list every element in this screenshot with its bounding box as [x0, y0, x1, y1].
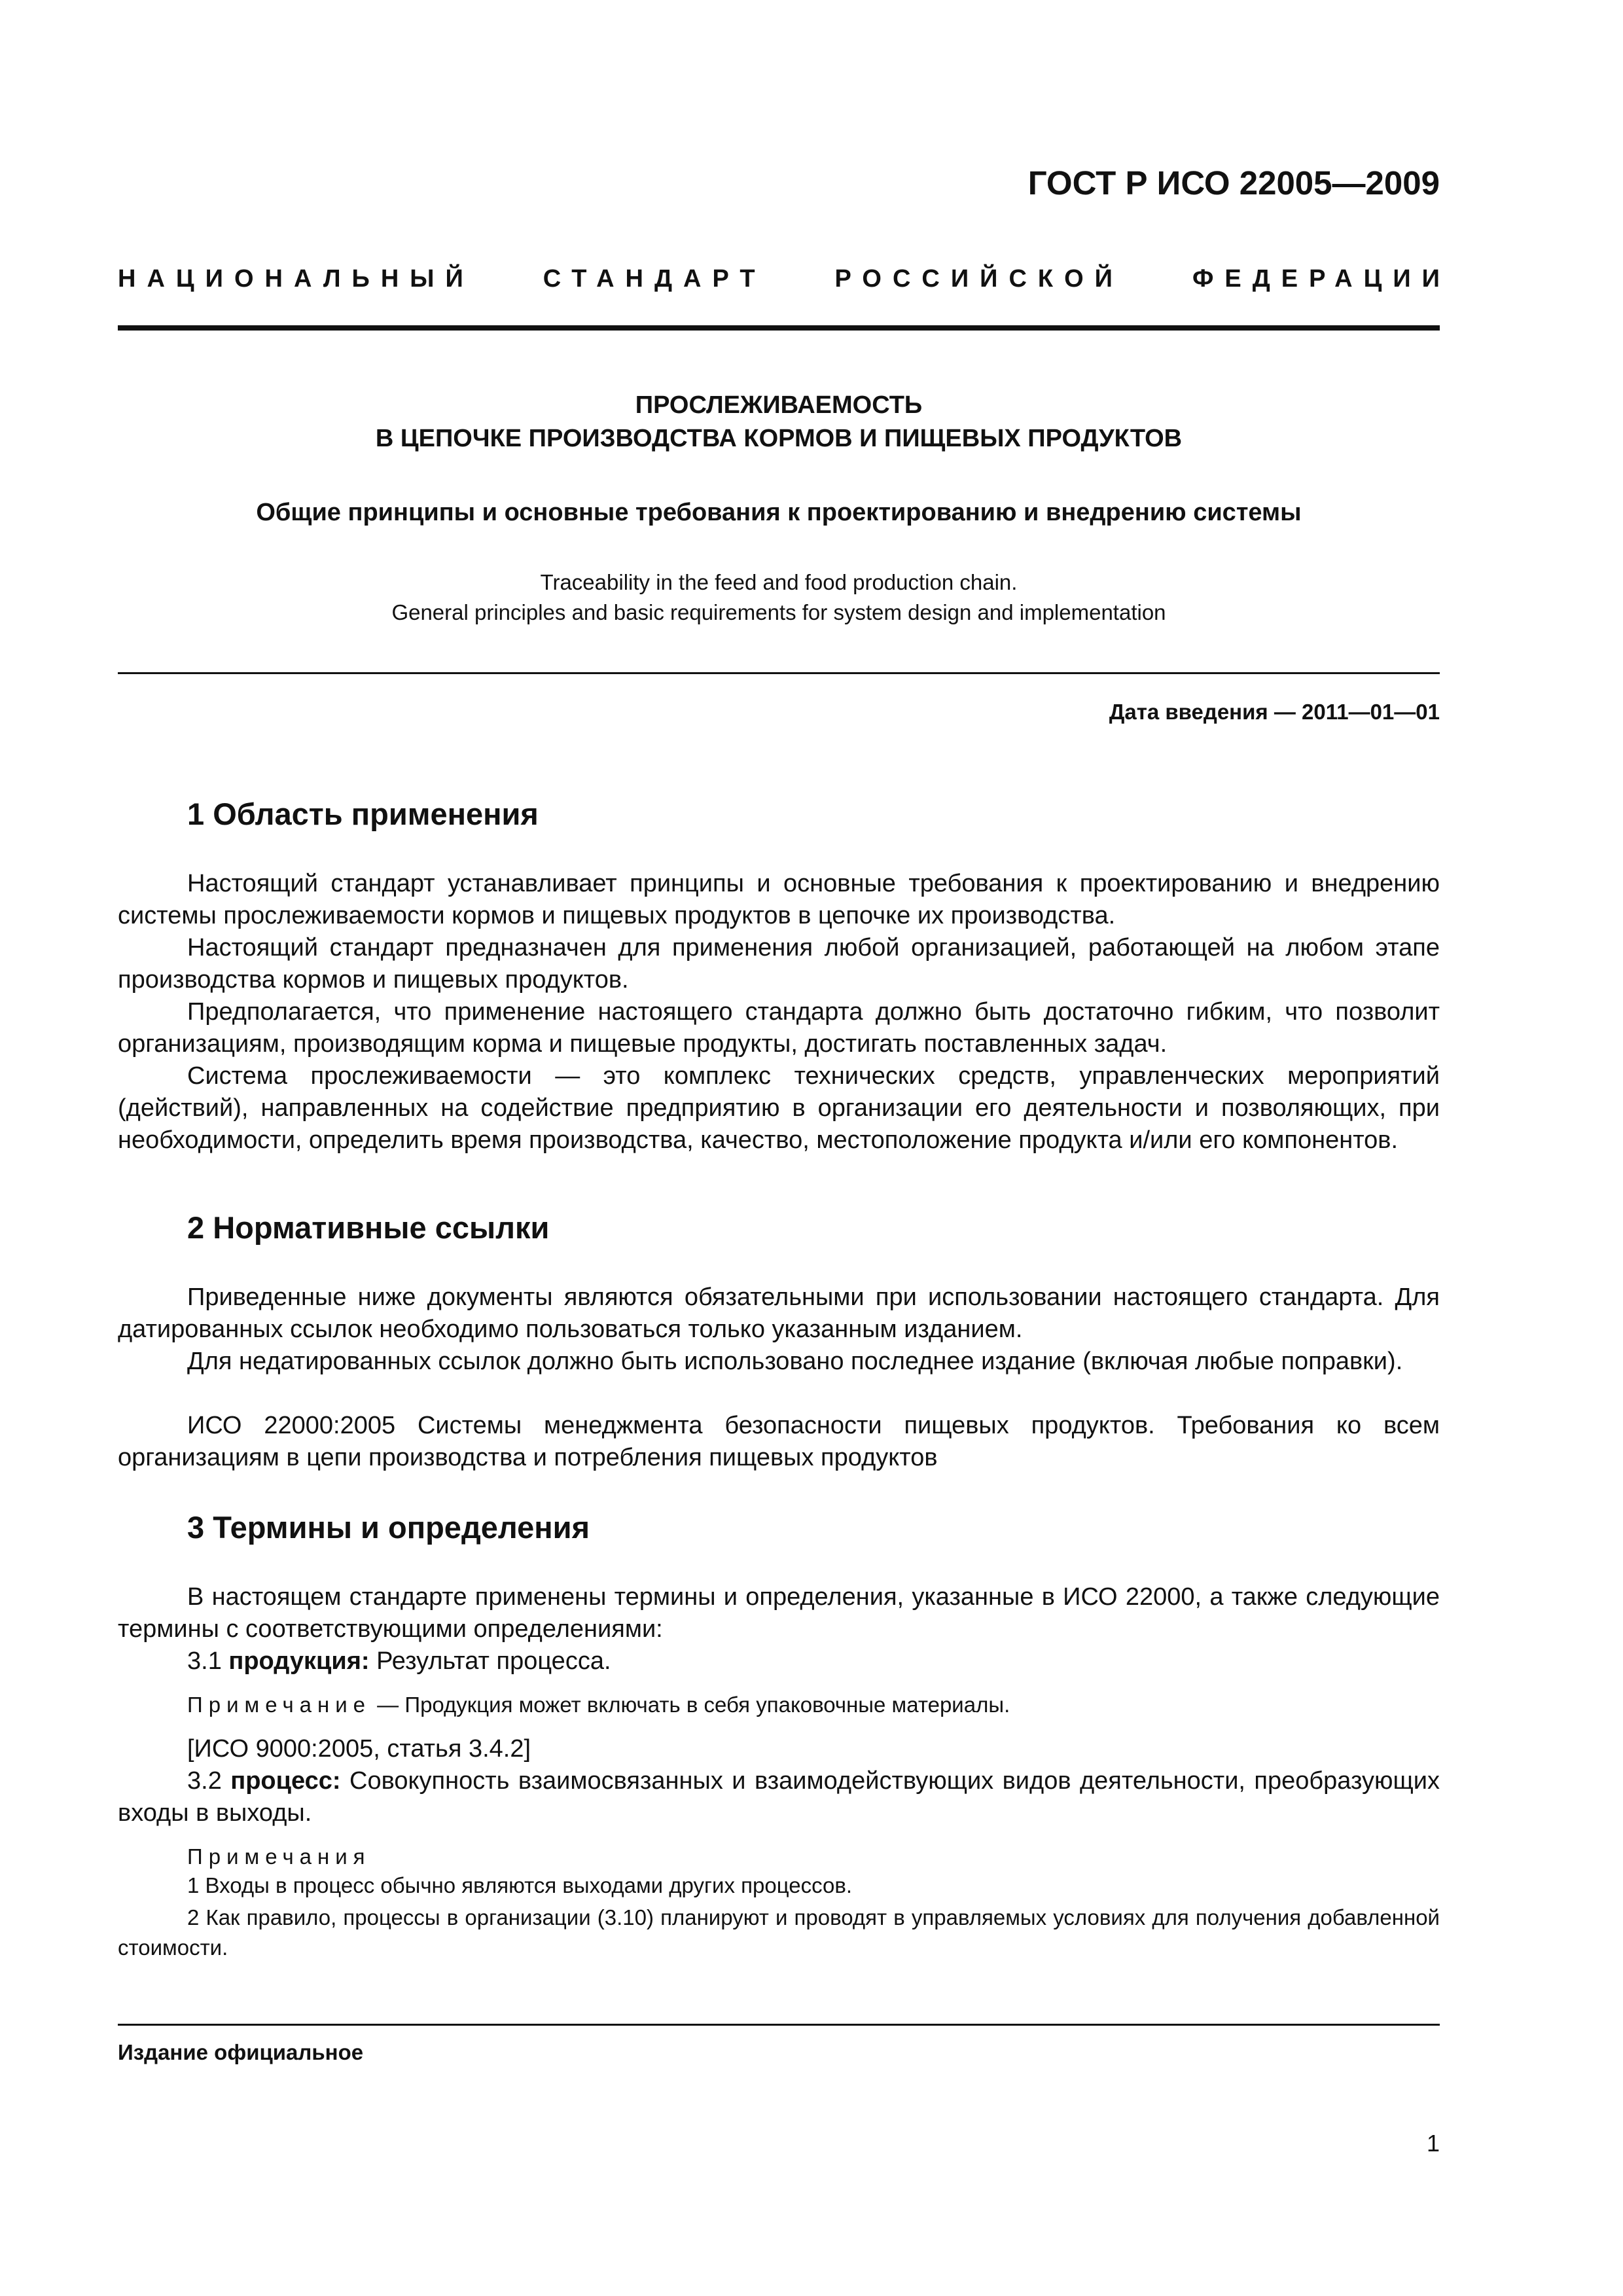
- section-2-heading: 2 Нормативные ссылки: [187, 1210, 550, 1245]
- note-item: 1 Входы в процесс обычно являются выходами других процессов.: [187, 1873, 853, 1897]
- title-line-1: ПРОСЛЕЖИВАЕМОСТЬ: [635, 391, 923, 419]
- page-number: 1: [1426, 2130, 1440, 2157]
- notes-label: Примечания: [187, 1844, 371, 1869]
- section-2-paragraph: ИСО 22000:2005 Системы менеджмента безопасности пищевых продуктов. Требования ко всем организациям в цепи производства и потребления пищевых продуктов: [118, 1412, 1440, 1471]
- section-1-heading: 1 Область применения: [187, 797, 539, 831]
- document-title: [118, 389, 1440, 456]
- section-1-paragraph: Настоящий стандарт устанавливает принципы и основные требования к проектированию и внедрению системы прослеживаемости кормов и пищевых продуктов в цепочке их производства.: [118, 870, 1440, 929]
- english-title-line-2: General principles and basic requirements for system design and implementation: [391, 600, 1166, 624]
- term-number: 3.2: [187, 1767, 222, 1795]
- note-label: Примечание: [187, 1693, 372, 1717]
- term-name: процесс:: [230, 1767, 341, 1795]
- section-1-paragraph: Настоящий стандарт предназначен для применения любой организацией, работающей на любом этапе производства кормов и пищевых продуктов.: [118, 934, 1440, 994]
- title-divider: [118, 672, 1440, 674]
- term-definition: Результат процесса.: [376, 1647, 611, 1675]
- section-2-paragraph: Приведенные ниже документы являются обязательными при использовании настоящего стандарта. Для датированных ссылок необходимо пользоваться только указанным изданием.: [118, 1283, 1440, 1343]
- notes-heading: [187, 1842, 1440, 1871]
- national-word: НАЦИОНАЛЬНЫЙ: [118, 265, 474, 293]
- note-item: 2 Как правило, процессы в организации (3.10) планируют и проводят в управляемых условиях для получения добавленной стоимости.: [118, 1905, 1440, 1960]
- term-3-2: [118, 1765, 1440, 1829]
- header-divider: [118, 325, 1440, 331]
- national-word: РОССИЙСКОЙ: [834, 265, 1124, 293]
- term-3-1-note: [187, 1691, 1440, 1719]
- section-3-paragraph: В настоящем стандарте применены термины и определения, указанные в ИСО 22000, а также следующие термины с соответствующими определениями:: [118, 1583, 1440, 1643]
- term-definition: Совокупность взаимосвязанных и взаимодействующих видов деятельности, преобразующих входы в выходы.: [118, 1767, 1440, 1827]
- official-edition-label: Издание официальное: [118, 2040, 364, 2064]
- gost-code: ГОСТ Р ИСО 22005—2009: [1027, 164, 1440, 202]
- term-name: продукция:: [228, 1647, 370, 1675]
- term-3-1-reference: [ИСО 9000:2005, статья 3.4.2]: [187, 1735, 531, 1763]
- footer-divider: [118, 2024, 1440, 2026]
- title-line-2: В ЦЕПОЧКЕ ПРОИЗВОДСТВА КОРМОВ И ПИЩЕВЫХ ПРОДУКТОВ: [375, 425, 1183, 452]
- national-word: СТАНДАРТ: [543, 265, 766, 293]
- english-title-line-1: Traceability in the feed and food production chain.: [540, 570, 1018, 594]
- section-2-paragraph: Для недатированных ссылок должно быть использовано последнее издание (включая любые поправки).: [187, 1348, 1403, 1375]
- section-3-heading: 3 Термины и определения: [187, 1510, 590, 1545]
- introduction-date: Дата введения — 2011—01—01: [1109, 700, 1440, 724]
- section-1-paragraph: Система прослеживаемости — это комплекс технических средств, управленческих мероприятий (действий), направленных на содействие предприятию в организации его деятельности и позволяющих, при необходимости, определить время производства, качество, местоположение продукта и/или его компонентов.: [118, 1062, 1440, 1154]
- section-1-paragraph: Предполагается, что применение настоящего стандарта должно быть достаточно гибким, что позволит организациям, производящим корма и пищевые продукты, достигать поставленных задач.: [118, 998, 1440, 1058]
- national-word: ФЕДЕРАЦИИ: [1192, 265, 1451, 293]
- english-title: [118, 567, 1440, 628]
- document-page: [118, 0, 1451, 2296]
- note-text: — Продукция может включать в себя упаковочные материалы.: [371, 1693, 1010, 1717]
- term-number: 3.1: [187, 1647, 222, 1675]
- term-3-1: [187, 1645, 1440, 1677]
- national-standard-header: [118, 265, 1451, 293]
- document-subtitle: Общие принципы и основные требования к проектированию и внедрению системы: [256, 499, 1302, 526]
